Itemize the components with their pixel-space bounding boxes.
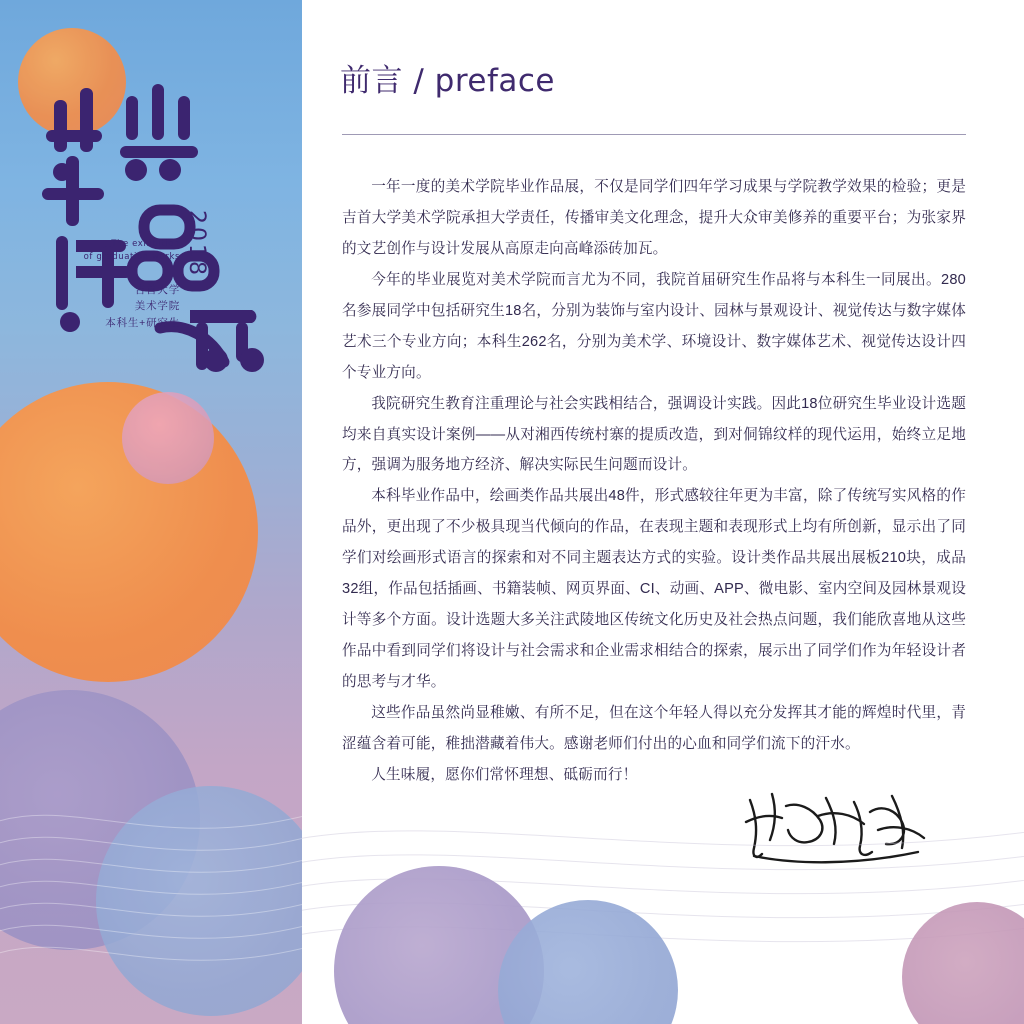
bottom-decoration (302, 804, 1024, 1024)
paragraph: 今年的毕业展览对美术学院而言尤为不同，我院首届研究生作品将与本科生一同展出。280名参展同学中包括研究生18名，分别为装饰与室内设计、园林与景观设计、视觉传达与数字媒体艺术三个专业方向；本科生262名，分别为美术学、环境设计、数字媒体艺术、视觉传达设计四个专业方向。 (342, 271, 966, 381)
decorative-circle-pink (122, 392, 214, 484)
paragraph: 人生味履，愿你们常怀理想、砥砺而行！ (371, 766, 638, 783)
paragraph: 一年一度的美术学院毕业作品展，不仅是同学们四年学习成果与学院教学效果的检验；更是吉首大学美术学院承担大学责任，传播审美文化理念，提升大众审美修养的重要平台；为张家界的文艺创作与设计发展从高原走向高峰添砖加瓦。 (342, 179, 966, 257)
page-title-separator: / (403, 63, 435, 99)
logo-mark-icon (40, 60, 280, 390)
logo-chinese-caption: 吉首大学 美术学院 本科生+研究生 (105, 284, 180, 329)
graduation-works-logo (40, 60, 280, 390)
logo-english-caption: The exhibition of graduation works (83, 239, 180, 262)
title-divider (342, 134, 966, 135)
cover-panel (0, 0, 302, 1024)
page-title-cn: 前言 (340, 63, 403, 98)
page-title-en: preface (434, 63, 555, 99)
preface-body (342, 172, 966, 791)
paragraph: 我院研究生教育注重理论与社会实践相结合，强调设计实践。因此18位研究生毕业设计选题均来自真实设计案例——从对湘西传统村寨的提质改造，到对侗锦纹样的现代运用，始终立足地方，强调为服务地方经济、解决实际民生问题而设计。 (342, 395, 966, 474)
paragraph: 这些作品虽然尚显稚嫩、有所不足，但在这个年轻人得以充分发挥其才能的辉煌时代里，青涩蕴含着可能，稚拙潜藏着伟大。感谢老师们付出的心血和同学们流下的汗水。 (342, 704, 966, 752)
page-title (340, 62, 555, 100)
wave-lines-decoration (0, 784, 302, 1024)
svg-text:2018: 2018 (184, 210, 209, 278)
content-panel (302, 0, 1024, 1024)
paragraph: 本科毕业作品中，绘画类作品共展出48件，形式感较往年更为丰富，除了传统写实风格的作品外，更出现了不少极具现当代倾向的作品，在表现主题和表现形式上均有所创新，显示出了同学们对绘画形式语言的探索和对不同主题表达方式的实验。设计类作品共展出展板210块，成品32组，作品包括插画、书籍装帧、网页界面、CI、动画、APP、微电影、室内空间及园林景观设计等多个方面。设计选题大多关注武陵地区传统文化历史及社会热点问题，我们能欣喜地从这些作品中看到同学们将设计与社会需求和企业需求相结合的探索，展示出了同学们作为年轻设计者的思考与才华。 (342, 488, 966, 690)
